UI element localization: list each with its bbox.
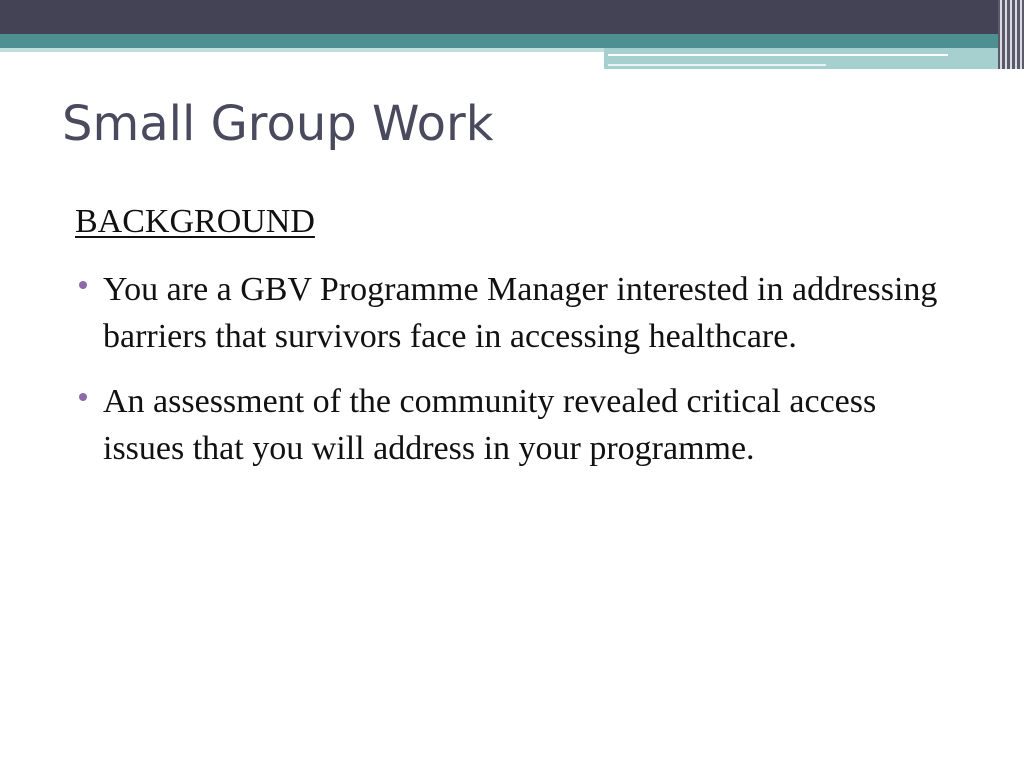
stripe: [1015, 0, 1017, 69]
bullet-text: An assessment of the community revealed critical access issues that you will address in your programme.: [103, 383, 877, 467]
bullet-item: [75, 378, 955, 472]
header-band-teal: [0, 34, 1024, 48]
slide-title: Small Group Work: [62, 96, 494, 152]
stripe: [1020, 0, 1022, 69]
stripe: [1000, 0, 1002, 69]
bullet-list: [75, 266, 955, 490]
bullet-text: You are a GBV Programme Manager interested in addressing barriers that survivors face in accessing healthcare.: [103, 271, 938, 355]
bullet-dot-icon: [79, 393, 87, 401]
bullet-item: [75, 266, 955, 360]
header-band-light-left: [0, 48, 604, 52]
stripe: [1005, 0, 1007, 69]
header-edge-stripes: [998, 0, 1024, 69]
stripe: [1010, 0, 1012, 69]
header-band-dark: [0, 0, 1024, 34]
bullet-dot-icon: [79, 281, 87, 289]
header-accent-line: [608, 64, 826, 66]
header-accent-line: [608, 54, 948, 56]
section-heading: BACKGROUND: [75, 203, 315, 240]
